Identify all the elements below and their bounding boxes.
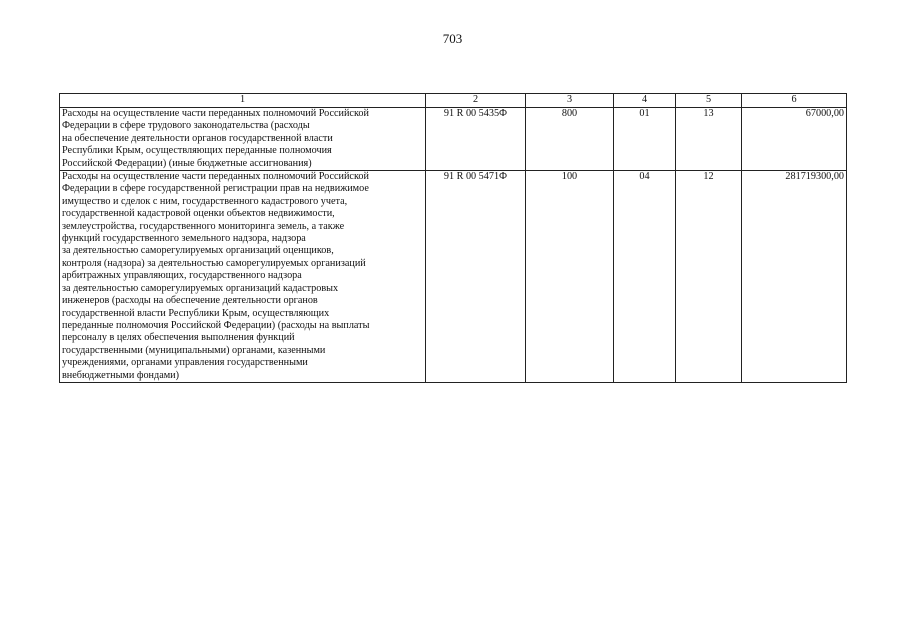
budget-table bbox=[59, 93, 847, 383]
row-target-code: 91 R 00 5471Ф bbox=[426, 171, 526, 383]
row-subsection: 13 bbox=[676, 108, 742, 171]
description-line: землеустройства, государственного мониторинга земель, а также bbox=[62, 220, 345, 232]
row-expense-type: 800 bbox=[526, 108, 614, 171]
description-line: Республики Крым, осуществляющих переданные полномочия bbox=[62, 145, 332, 157]
description-line: учреждениями, органами управления государственными bbox=[62, 357, 308, 369]
description-line: государственной кадастровой оценки объектов недвижимости, bbox=[62, 208, 335, 220]
table-row bbox=[60, 108, 847, 171]
row-amount: 67000,00 bbox=[742, 108, 847, 171]
page-number: 703 bbox=[442, 31, 463, 46]
description-line: внебюджетными фондами) bbox=[62, 369, 180, 381]
row-section: 04 bbox=[614, 171, 676, 383]
description-line: функций государственного земельного надзора, надзора bbox=[62, 233, 306, 245]
header-cell-subsection: 5 bbox=[676, 94, 742, 108]
description-line: Расходы на осуществление части переданных полномочий Российской bbox=[62, 108, 369, 119]
header-cell-description: 1 bbox=[60, 94, 426, 108]
header-cell-amount: 6 bbox=[742, 94, 847, 108]
description-line: на обеспечение деятельности органов государственной власти bbox=[62, 132, 333, 144]
description-line: арбитражных управляющих, государственного надзора bbox=[62, 270, 302, 282]
description-line: инженеров (расходы на обеспечение деятельности органов bbox=[62, 295, 318, 307]
description-line: за деятельностью саморегулируемых организаций кадастровых bbox=[62, 282, 339, 294]
description-line: переданные полномочия Российской Федерации) (расходы на выплаты bbox=[62, 319, 370, 331]
row-description bbox=[60, 108, 426, 171]
description-line: Расходы на осуществление части переданных полномочий Российской bbox=[62, 171, 369, 183]
description-line: имущество и сделок с ним, государственного кадастрового учета, bbox=[62, 195, 348, 207]
header-cell-section: 4 bbox=[614, 94, 676, 108]
description-line: Российской Федерации) (иные бюджетные ассигнования) bbox=[62, 157, 312, 169]
header-cell-code: 2 bbox=[426, 94, 526, 108]
description-line: контроля (надзора) за деятельностью саморегулируемых организаций bbox=[62, 257, 366, 269]
table-header-row bbox=[60, 94, 847, 108]
row-target-code: 91 R 00 5435Ф bbox=[426, 108, 526, 171]
row-expense-type: 100 bbox=[526, 171, 614, 383]
row-subsection: 12 bbox=[676, 171, 742, 383]
table-row bbox=[60, 171, 847, 383]
description-line: персоналу в целях обеспечения выполнения функций bbox=[62, 332, 295, 344]
description-line: Федерации в сфере трудового законодательства (расходы bbox=[62, 120, 310, 132]
description-line: за деятельностью саморегулируемых организаций оценщиков, bbox=[62, 245, 334, 257]
description-line: Федерации в сфере государственной регистрации прав на недвижимое bbox=[62, 183, 369, 195]
description-line: государственной власти Республики Крым, осуществляющих bbox=[62, 307, 330, 319]
header-cell-expense-type: 3 bbox=[526, 94, 614, 108]
row-description bbox=[60, 171, 426, 383]
row-amount: 281719300,00 bbox=[742, 171, 847, 383]
row-section: 01 bbox=[614, 108, 676, 171]
description-line: государственными (муниципальными) органами, казенными bbox=[62, 344, 326, 356]
